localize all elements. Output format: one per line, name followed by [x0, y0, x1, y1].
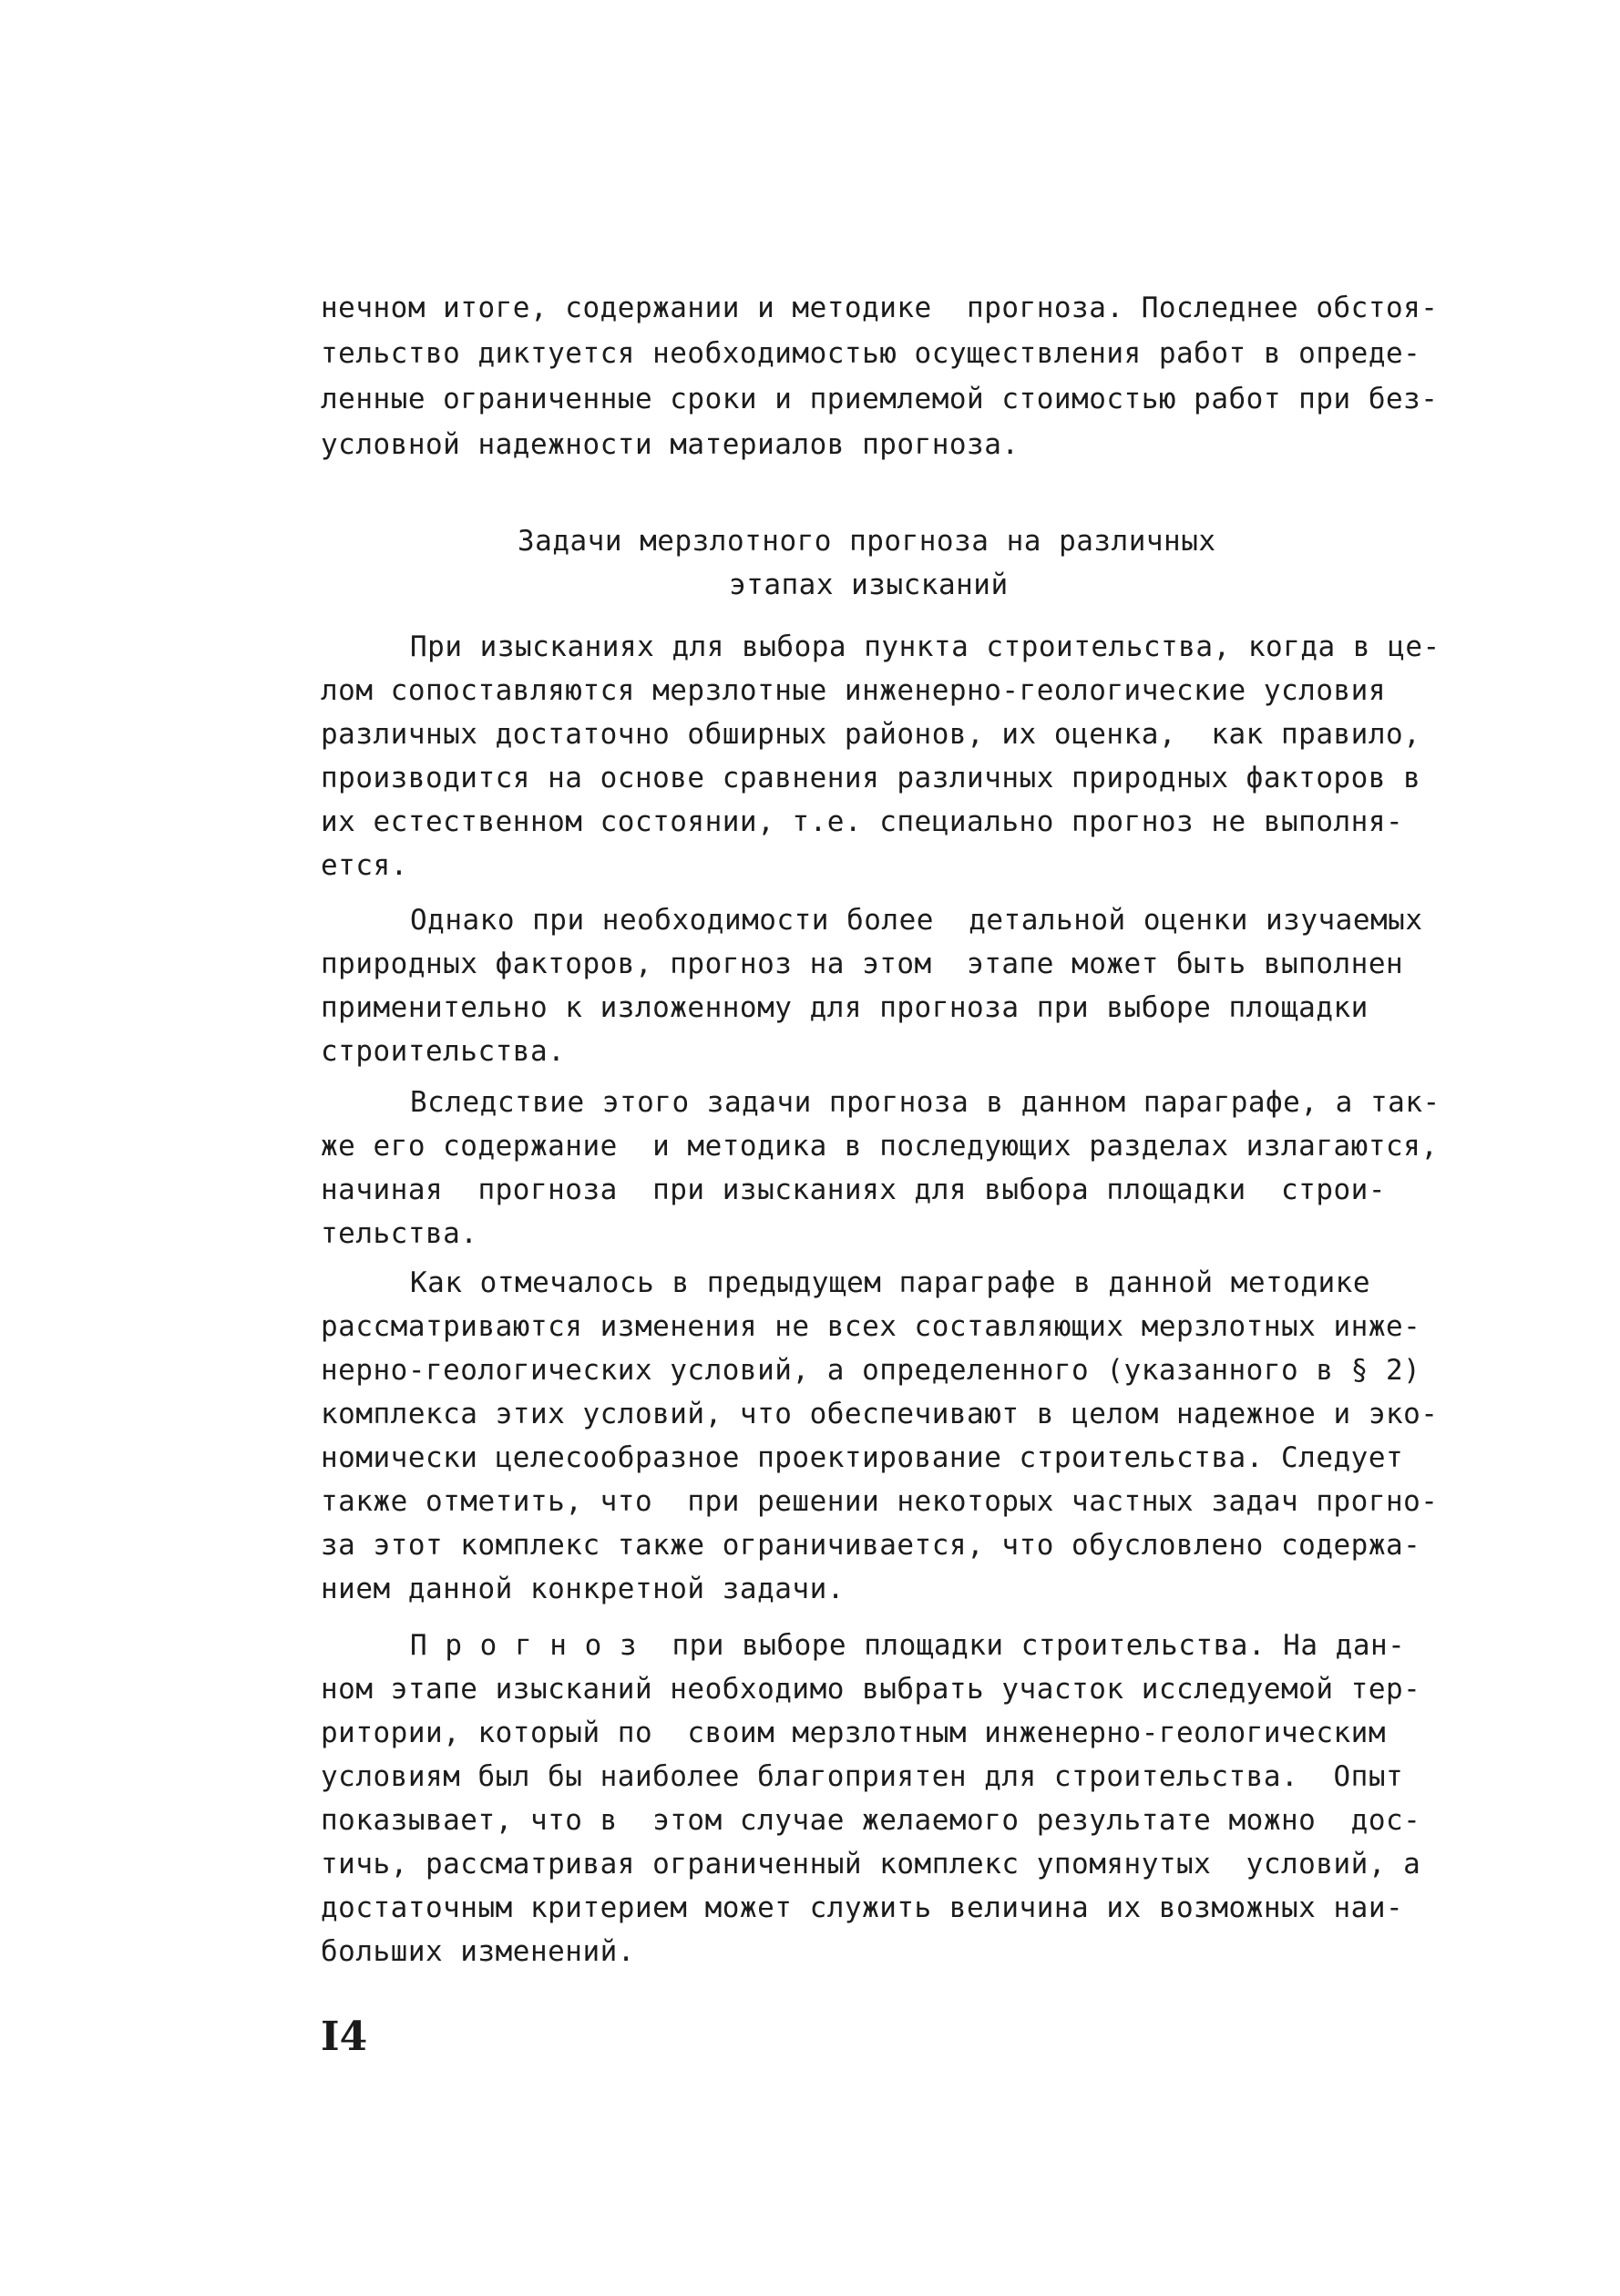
para4-line-4: комплекса этих условий, что обеспечивают в целом надежное и эко-	[321, 1398, 1439, 1430]
para3-line-2: же его содержание и методика в последующих разделах излагаются,	[321, 1130, 1439, 1163]
para3-line-4: тельства.	[321, 1217, 478, 1250]
intro-line-1: нечном итоге, содержании и методике прогноза. Последнее обстоя-	[321, 292, 1439, 324]
para4-line-7: за этот комплекс также ограничивается, что обусловлено содержа-	[321, 1529, 1421, 1562]
para4-line-3: нерно-геологических условий, а определенного (указанного в § 2)	[321, 1354, 1421, 1387]
page-number: I4	[321, 2014, 368, 2060]
para2-line-4: строительства.	[321, 1035, 566, 1068]
section-heading-line-1: Задачи мерзлотного прогноза на различных	[518, 525, 1216, 558]
para2-line-2: природных факторов, прогноз на этом этапе может быть выполнен	[321, 948, 1404, 980]
para5-line-7: достаточным критерием может служить величина их возможных наи-	[321, 1891, 1404, 1924]
para5-line-1: П р о г н о з при выборе площадки строительства. На дан-	[410, 1629, 1406, 1662]
para5-line-5: показывает, что в этом случае желаемого результате можно дос-	[321, 1804, 1421, 1837]
section-heading-line-2: этапах изысканий	[729, 569, 1009, 601]
para2-line-1: Однако при необходимости более детальной оценки изучаемых	[410, 904, 1423, 937]
intro-line-3: ленные ограниченные сроки и приемлемой стоимостью работ при без-	[321, 383, 1439, 415]
para5-line-8: больших изменений.	[321, 1935, 635, 1968]
intro-line-4: условной надежности материалов прогноза.	[321, 428, 1020, 461]
para3-line-1: Вследствие этого задачи прогноза в данном параграфе, а так-	[410, 1086, 1441, 1119]
para3-line-3: начиная прогноза при изысканиях для выбора площадки строи-	[321, 1174, 1386, 1206]
para4-line-2: рассматриваются изменения не всех составляющих мерзлотных инже-	[321, 1310, 1421, 1343]
para4-line-8: нием данной конкретной задачи.	[321, 1573, 845, 1605]
para1-line-6: ется.	[321, 849, 408, 882]
para5-line-4: условиям был бы наиболее благоприятен для строительства. Опыт	[321, 1760, 1404, 1793]
para1-line-5: их естественном состоянии, т.е. специально прогноз не выполня-	[321, 805, 1404, 838]
para4-line-1: Как отмечалось в предыдущем параграфе в данной методике	[410, 1266, 1370, 1299]
para2-line-3: применительно к изложенному для прогноза при выборе площадки	[321, 991, 1369, 1024]
para1-line-4: производится на основе сравнения различных природных факторов в	[321, 762, 1421, 794]
para1-line-2: лом сопоставляются мерзлотные инженерно-геологические условия	[321, 674, 1386, 707]
para4-line-5: номически целесообразное проектирование строительства. Следует	[321, 1441, 1404, 1474]
para1-line-3: различных достаточно обширных районов, их оценка, как правило,	[321, 718, 1421, 751]
para5-line-2: ном этапе изысканий необходимо выбрать участок исследуемой тер-	[321, 1673, 1421, 1706]
para1-line-1: При изысканиях для выбора пункта строительства, когда в це-	[410, 630, 1441, 663]
para4-line-6: также отметить, что при решении некоторых частных задач прогно-	[321, 1485, 1439, 1518]
intro-line-2: тельство диктуется необходимостью осуществления работ в опреде-	[321, 337, 1421, 370]
para5-line-6: тичь, рассматривая ограниченный комплекс упомянутых условий, а	[321, 1848, 1421, 1881]
para5-line-3: ритории, который по своим мерзлотным инженерно-геологическим	[321, 1717, 1386, 1749]
